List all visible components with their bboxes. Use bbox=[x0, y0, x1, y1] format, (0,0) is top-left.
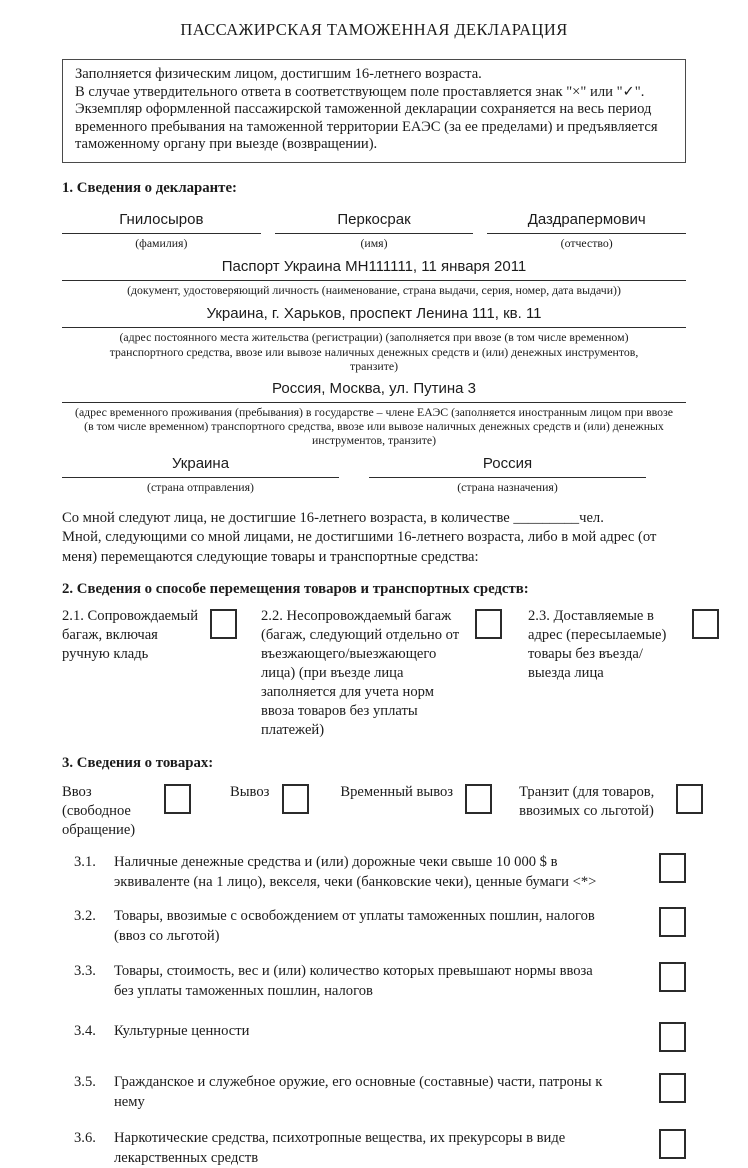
country-from-input[interactable]: Украина bbox=[62, 455, 339, 478]
patronymic-caption: (отчество) bbox=[560, 235, 613, 250]
intro-line-3: Экземпляр оформленной пассажирской таможенной декларации сохраняется на весь период временного пребывания на таможенной территории ЕАЭС (за ее пределами) и предъявляется таможенному органу при выезде (возвращении). bbox=[75, 101, 658, 153]
item-3-5 bbox=[62, 1073, 686, 1112]
country-from-field bbox=[62, 455, 339, 494]
name-caption: (имя) bbox=[360, 235, 388, 250]
name-input[interactable]: Перкосрак bbox=[275, 211, 474, 234]
checkbox-3-5[interactable] bbox=[659, 1073, 686, 1103]
item-3-6-num: 3.6. bbox=[74, 1130, 96, 1147]
country-from-caption: (страна отправления) bbox=[147, 479, 254, 494]
intro-line-1: Заполняется физическим лицом, достигшим 16-летнего возраста. bbox=[75, 66, 482, 82]
item-3-4-num: 3.4. bbox=[74, 1023, 96, 1040]
item-3-3-num: 3.3. bbox=[74, 963, 96, 980]
intro-line-2: В случае утвердительного ответа в соответствующем поле проставляется знак "×" или "✓". bbox=[75, 83, 645, 100]
minors-line: Со мной следуют лица, не достигшие 16-летнего возраста, в количестве _________чел. bbox=[62, 509, 604, 526]
item-3-1-num: 3.1. bbox=[74, 854, 96, 871]
country-to-caption: (страна назначения) bbox=[457, 479, 558, 494]
address-registration-caption: (адрес постоянного места жительства (регистрации) (заполняется при ввозе (в том числе временном) транспортного средства, ввозе или вывозе наличных денежных средств и (или) денежных инструментов, транзите) bbox=[109, 330, 639, 373]
checkbox-temp-export[interactable] bbox=[465, 784, 492, 814]
mode-import-label: Ввоз (свободное обращение) bbox=[62, 784, 136, 839]
surname-caption: (фамилия) bbox=[135, 235, 188, 250]
patronymic-field bbox=[487, 211, 686, 250]
goods-line: Мной, следующими со мной лицами, не достигшими 16-летнего возраста, либо в мой адрес (от меня) перемещаются следующие товары и транспортные средства: bbox=[62, 529, 657, 565]
item-2-3-label: 2.3. Доставляемые в адрес (пересылаемые) товары без въезда/выезда лица bbox=[528, 608, 667, 682]
section1-heading: 1. Сведения о декларанте: bbox=[62, 179, 237, 196]
mode-temp-export-label: Временный вывоз bbox=[340, 784, 454, 801]
checkbox-3-2[interactable] bbox=[659, 907, 686, 937]
patronymic-input[interactable]: Даздрапермович bbox=[487, 211, 686, 234]
item-3-6 bbox=[62, 1129, 686, 1168]
address-registration-field bbox=[62, 305, 686, 373]
section2-items-row bbox=[62, 607, 686, 740]
checkbox-3-1[interactable] bbox=[659, 853, 686, 883]
item-3-1-text: Наличные денежные средства и (или) дорожные чеки свыше 10 000 $ в эквиваленте (на 1 лицо), векселя, чеки (банковские чеки), ценные бумаги <*> bbox=[114, 854, 597, 890]
page-title: ПАССАЖИРСКАЯ ТАМОЖЕННАЯ ДЕКЛАРАЦИЯ bbox=[180, 20, 568, 39]
name-field bbox=[275, 211, 474, 250]
surname-field bbox=[62, 211, 261, 250]
address-registration-row bbox=[62, 305, 686, 373]
item-3-3 bbox=[62, 962, 686, 1001]
item-3-4 bbox=[62, 1022, 686, 1052]
item-2-2-label: 2.2. Несопровождаемый багаж (багаж, следующий отдельно от въезжающего/выезжающего лица) (при въезде лица заполняется для учета норм ввоза товаров без уплаты платежей) bbox=[261, 608, 460, 739]
checkbox-3-3[interactable] bbox=[659, 962, 686, 992]
address-temporary-input[interactable]: Россия, Москва, ул. Путина 3 bbox=[62, 380, 686, 403]
countries-row bbox=[62, 455, 686, 494]
item-2-2 bbox=[261, 607, 502, 740]
address-temporary-caption: (адрес временного проживания (пребывания) в государстве – члене ЕАЭС (заполняется иностранным лицом при ввозе (в том числе временном) транспортного средства, ввозе или вывозе наличных денежных средств и (или) денежных инструментов, транзите) bbox=[75, 404, 673, 448]
item-3-5-num: 3.5. bbox=[74, 1074, 96, 1091]
address-temporary-row bbox=[62, 380, 686, 448]
checkbox-2-2[interactable] bbox=[475, 609, 502, 639]
item-2-1-label: 2.1. Сопровождаемый багаж, включая ручную кладь bbox=[62, 608, 199, 663]
item-3-1 bbox=[62, 853, 686, 892]
item-3-4-text: Культурные ценности bbox=[114, 1023, 250, 1040]
item-2-1 bbox=[62, 607, 237, 740]
checkbox-3-6[interactable] bbox=[659, 1129, 686, 1159]
item-3-2 bbox=[62, 907, 686, 946]
mode-transit-label: Транзит (для товаров, ввозимых со льготой) bbox=[519, 784, 655, 820]
checkbox-2-1[interactable] bbox=[210, 609, 237, 639]
item-3-2-num: 3.2. bbox=[74, 908, 96, 925]
section3-heading: 3. Сведения о товарах: bbox=[62, 755, 214, 772]
document-input[interactable]: Паспорт Украина МН111111, 11 января 2011 bbox=[62, 258, 686, 281]
checkbox-transit[interactable] bbox=[676, 784, 703, 814]
country-to-input[interactable]: Россия bbox=[369, 455, 646, 478]
checkbox-export[interactable] bbox=[282, 784, 309, 814]
document-field bbox=[62, 258, 686, 297]
item-3-5-text: Гражданское и служебное оружие, его основные (составные) части, патроны к нему bbox=[114, 1074, 603, 1110]
fio-row bbox=[62, 211, 686, 250]
surname-input[interactable]: Гнилосыров bbox=[62, 211, 261, 234]
country-to-field bbox=[369, 455, 646, 494]
mode-export-label: Вывоз bbox=[230, 784, 270, 801]
item-3-3-text: Товары, стоимость, вес и (или) количество которых превышают нормы ввоза без уплаты таможенных пошлин, налогов bbox=[114, 963, 593, 999]
section2-heading: 2. Сведения о способе перемещения товаров и транспортных средств: bbox=[62, 581, 529, 598]
checkbox-import[interactable] bbox=[164, 784, 191, 814]
checkbox-3-4[interactable] bbox=[659, 1022, 686, 1052]
item-3-6-text: Наркотические средства, психотропные вещества, их прекурсоры в виде лекарственных средств bbox=[114, 1130, 566, 1166]
declaration-form bbox=[0, 20, 748, 1168]
document-row bbox=[62, 258, 686, 297]
checkbox-2-3[interactable] bbox=[692, 609, 719, 639]
document-caption: (документ, удостоверяющий личность (наименование, страна выдачи, серия, номер, дата выдачи)) bbox=[127, 283, 621, 298]
item-2-3 bbox=[528, 607, 719, 740]
item-3-2-text: Товары, ввозимые с освобождением от уплаты таможенных пошлин, налогов (ввоз со льготой) bbox=[114, 908, 595, 944]
section3-modes-row bbox=[62, 783, 686, 840]
address-temporary-field bbox=[62, 380, 686, 448]
intro-box bbox=[62, 59, 686, 163]
address-registration-input[interactable]: Украина, г. Харьков, проспект Ленина 111, кв. 11 bbox=[62, 305, 686, 328]
